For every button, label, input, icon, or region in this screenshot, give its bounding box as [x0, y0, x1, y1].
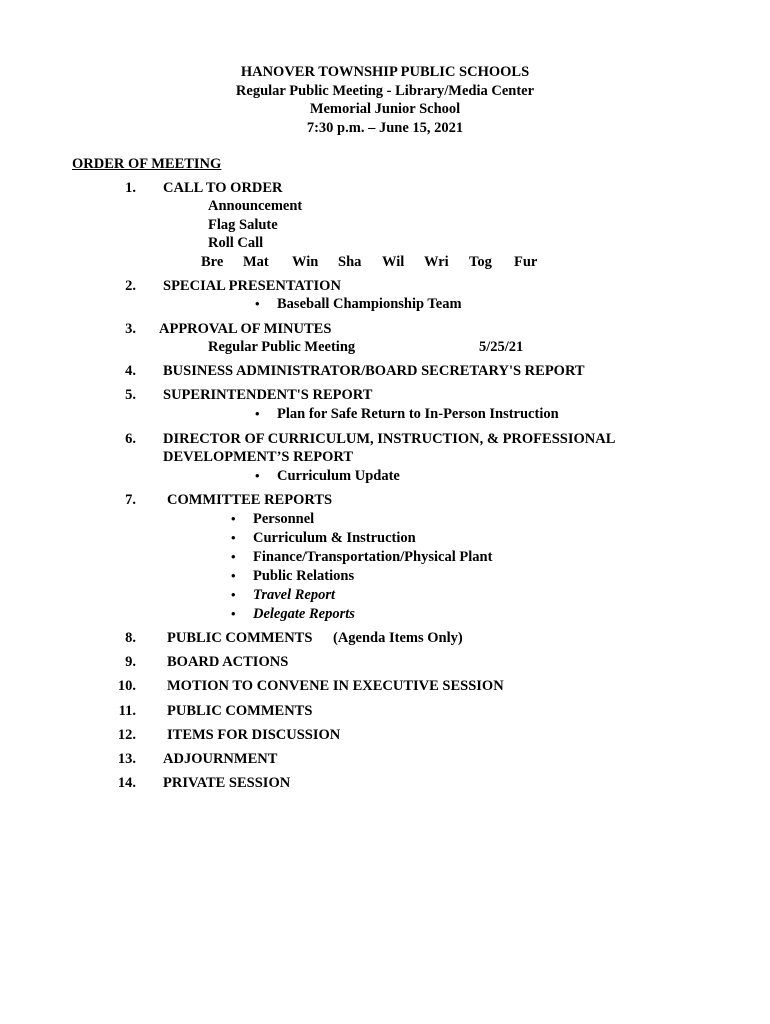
bullet-icon: • [231, 587, 236, 602]
item-title-continued: DEVELOPMENT’S REPORT [163, 449, 354, 465]
bullet-icon: • [231, 549, 236, 564]
item-number: 5. [125, 387, 136, 403]
sub-item: Announcement [208, 198, 303, 214]
sub-item: Roll Call [208, 235, 264, 251]
item-title: SUPERINTENDENT'S REPORT [163, 387, 373, 403]
item-title: MOTION TO CONVENE IN EXECUTIVE SESSION [167, 678, 504, 694]
bullet-item: Curriculum Update [277, 468, 400, 484]
bullet-icon: • [255, 406, 260, 421]
bullet-item: Public Relations [253, 568, 355, 584]
minutes-date: 5/25/21 [479, 339, 524, 355]
item-title: CALL TO ORDER [163, 180, 283, 196]
bullet-item: Curriculum & Instruction [253, 530, 416, 546]
item-title: ADJOURNMENT [163, 751, 278, 767]
roll-call-name: Tog [469, 254, 492, 270]
bullet-item: Finance/Transportation/Physical Plant [253, 549, 493, 565]
item-number: 2. [125, 278, 136, 294]
item-number: 8. [125, 630, 136, 646]
item-number: 10. [117, 678, 136, 694]
item-number: 11. [118, 703, 136, 719]
item-number: 13. [117, 751, 136, 767]
meeting-datetime: 7:30 p.m. – June 15, 2021 [306, 120, 464, 136]
item-number: 12. [117, 727, 136, 743]
bullet-icon: • [255, 468, 260, 483]
bullet-item: Baseball Championship Team [277, 296, 462, 312]
roll-call-name: Bre [201, 254, 224, 270]
bullet-item: Delegate Reports [253, 606, 355, 622]
roll-call-name: Fur [514, 254, 538, 270]
item-number: 7. [125, 492, 136, 508]
school-name: HANOVER TOWNSHIP PUBLIC SCHOOLS [240, 64, 530, 80]
bullet-item: Travel Report [253, 587, 336, 603]
bullet-icon: • [255, 296, 260, 311]
roll-call-name: Wil [382, 254, 405, 270]
roll-call-name: Mat [243, 254, 269, 270]
item-title: SPECIAL PRESENTATION [163, 278, 341, 294]
item-title: ITEMS FOR DISCUSSION [167, 727, 341, 743]
item-title: APPROVAL OF MINUTES [159, 321, 332, 337]
item-title: PUBLIC COMMENTS [167, 630, 313, 646]
item-title: PUBLIC COMMENTS [167, 703, 313, 719]
bullet-icon: • [231, 606, 236, 621]
item-number: 1. [125, 180, 136, 196]
roll-call-name: Sha [338, 254, 362, 270]
item-number: 4. [125, 363, 136, 379]
roll-call-name: Wri [424, 254, 449, 270]
item-number: 3. [125, 321, 136, 337]
item-title: BUSINESS ADMINISTRATOR/BOARD SECRETARY'S REPORT [163, 363, 585, 379]
item-number: 14. [117, 775, 136, 791]
sub-item: Regular Public Meeting [208, 339, 356, 355]
bullet-item: Plan for Safe Return to In-Person Instruction [277, 406, 559, 422]
bullet-item: Personnel [253, 511, 315, 527]
meeting-location: Memorial Junior School [309, 101, 461, 117]
item-note: (Agenda Items Only) [333, 630, 463, 646]
bullet-icon: • [231, 568, 236, 583]
bullet-icon: • [231, 530, 236, 545]
bullet-icon: • [231, 511, 236, 526]
order-of-meeting-heading: ORDER OF MEETING [72, 156, 222, 172]
item-title: PRIVATE SESSION [163, 775, 291, 791]
item-number: 6. [125, 431, 136, 447]
item-title: COMMITTEE REPORTS [167, 492, 333, 508]
item-number: 9. [125, 654, 136, 670]
roll-call-name: Win [292, 254, 319, 270]
item-title: DIRECTOR OF CURRICULUM, INSTRUCTION, & PROFESSIONAL [163, 431, 616, 447]
item-title: BOARD ACTIONS [167, 654, 289, 670]
meeting-type: Regular Public Meeting - Library/Media Center [235, 83, 535, 99]
sub-item: Flag Salute [208, 217, 278, 233]
